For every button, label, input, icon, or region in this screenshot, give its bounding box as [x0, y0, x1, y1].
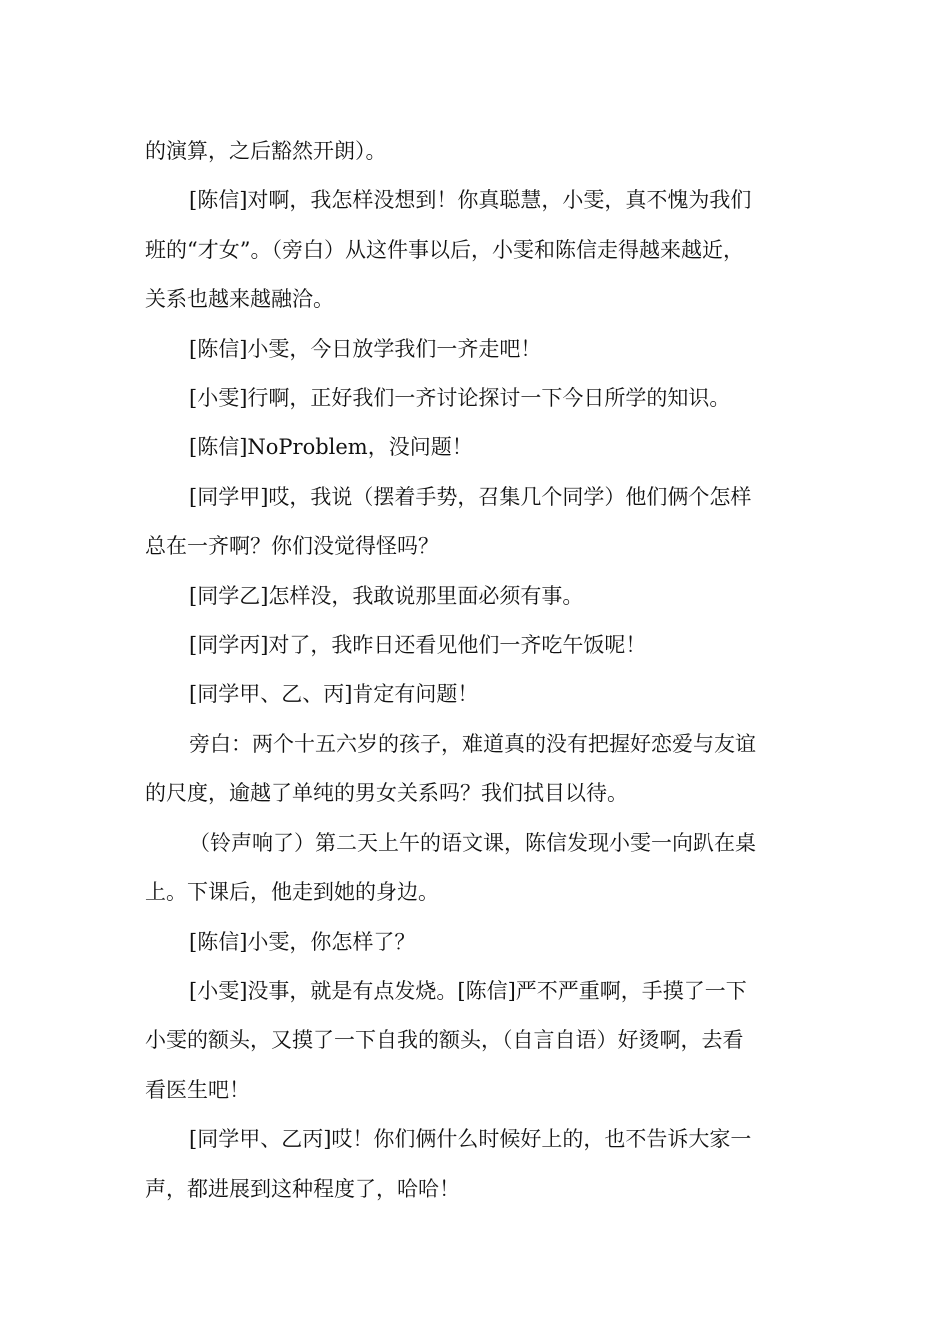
text-line: [同学甲、乙、丙]肯定有问题！: [189, 682, 479, 707]
text-line: 总在一齐啊？你们没觉得怪吗？: [145, 534, 439, 559]
text-line: [陈信]NoProblem，没问题！: [189, 435, 473, 460]
text-line: 旁白：两个十五六岁的孩子，难道真的没有把握好恋爱与友谊: [189, 731, 756, 756]
text-line: 上。下课后，他走到她的身边。: [145, 880, 439, 905]
text-line: [同学丙]对了，我昨日还看见他们一齐吃午饭呢！: [189, 633, 647, 658]
text-line: （铃声响了）第二天上午的语文课，陈信发现小雯一向趴在桌: [189, 830, 756, 855]
text-line: [陈信]小雯，今日放学我们一齐走吧！: [189, 336, 542, 361]
text-line: 看医生吧！: [145, 1077, 250, 1102]
text-line: 班的“才女”。（旁白）从这件事以后，小雯和陈信走得越来越近，: [145, 237, 744, 262]
text-line: 声，都进展到这种程度了，哈哈！: [145, 1176, 460, 1201]
text-line: 关系也越来越融洽。: [145, 287, 334, 312]
document-body: [145, 127, 815, 1214]
text-line: [同学甲、乙丙]哎！你们俩什么时候好上的，也不告诉大家一: [189, 1127, 752, 1152]
text-line: [陈信]小雯，你怎样了？: [189, 929, 416, 954]
text-line: [同学乙]怎样没，我敢说那里面必须有事。: [189, 583, 584, 608]
text-line: [陈信]对啊，我怎样没想到！你真聪慧，小雯，真不愧为我们: [189, 188, 752, 213]
text-line: 小雯的额头，又摸了一下自我的额头，（自言自语）好烫啊，去看: [145, 1028, 744, 1053]
text-line: [同学甲]哎，我说（摆着手势，召集几个同学）他们俩个怎样: [189, 484, 752, 509]
text-line: 的演算，之后豁然开朗）。: [145, 139, 387, 163]
text-line: [小雯]行啊，正好我们一齐讨论探讨一下今日所学的知识。: [189, 386, 731, 411]
text-line: [小雯]没事，就是有点发烧。[陈信]严不严重啊，手摸了一下: [189, 978, 747, 1003]
text-line: 的尺度，逾越了单纯的男女关系吗？我们拭目以待。: [145, 781, 628, 806]
